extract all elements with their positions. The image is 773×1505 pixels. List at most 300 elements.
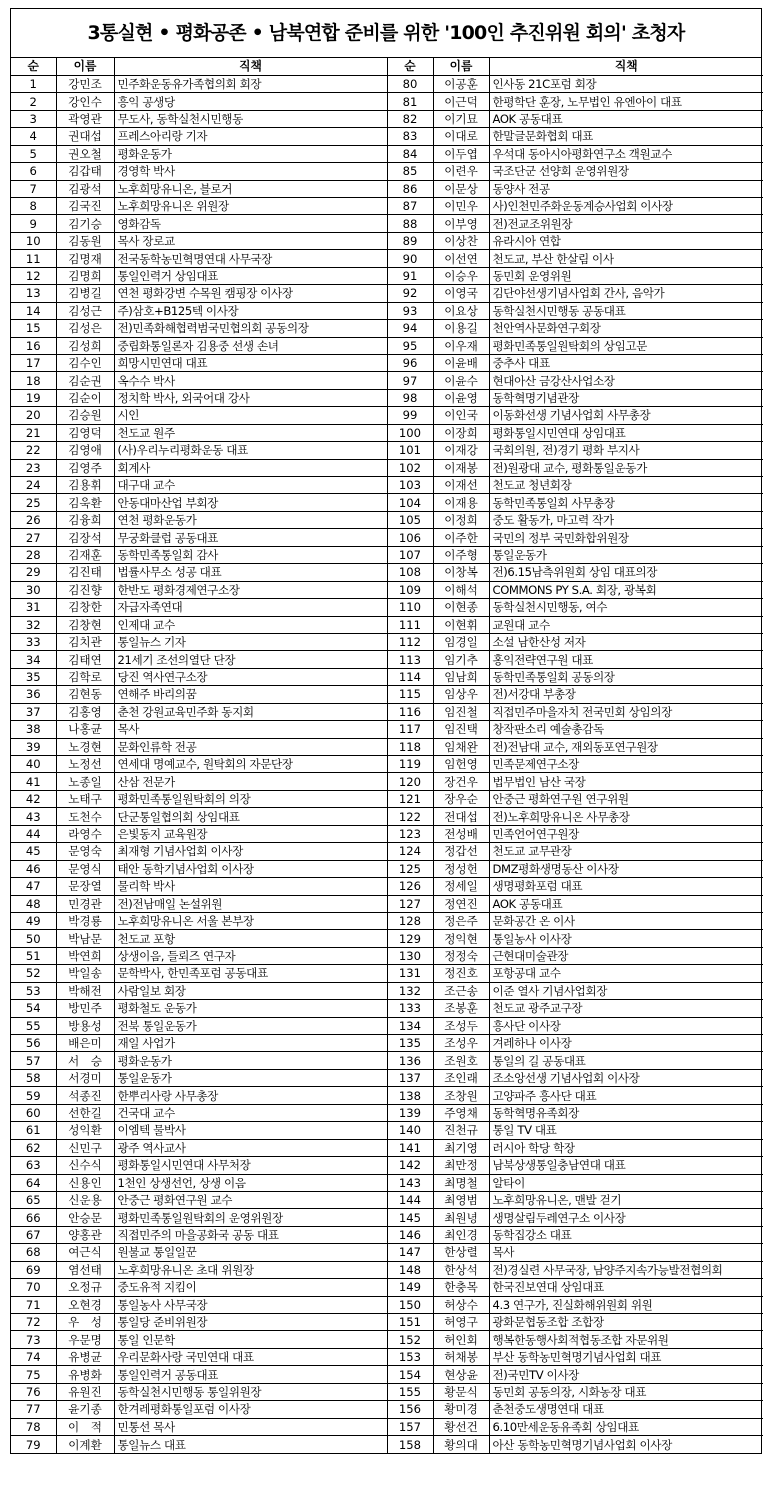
invitee-position: 옥수수 박사 (114, 372, 387, 389)
invitee-position: 천도교 광주교구장 (489, 1000, 763, 1017)
invitee-number: 154 (387, 1366, 433, 1383)
invitee-position: 알타이 (489, 1174, 763, 1191)
invitee-number: 16 (11, 337, 56, 354)
invitee-position: 법률사무소 성공 대표 (114, 564, 387, 581)
invitee-position: 창작판소리 예술총감독 (489, 721, 763, 738)
invitee-name: 여근식 (56, 1244, 114, 1261)
invitee-number: 92 (387, 285, 433, 302)
table-row (11, 912, 763, 929)
invitee-position: 상생이음, 들뢰즈 연구자 (114, 947, 387, 964)
invitee-name: 신운용 (56, 1191, 114, 1208)
invitee-number: 37 (11, 703, 56, 720)
invitee-name: 김명희 (56, 267, 114, 284)
invitee-number: 121 (387, 790, 433, 807)
invitee-name: 노종일 (56, 773, 114, 790)
invitee-number: 148 (387, 1261, 433, 1278)
header-name-right: 이름 (433, 58, 489, 75)
invitee-position: 6.10만세운동유족회 상임대표 (489, 1418, 763, 1435)
invitee-number: 56 (11, 1035, 56, 1052)
invitee-name: 정은주 (433, 912, 489, 929)
invitee-number: 29 (11, 564, 56, 581)
invitee-table (11, 58, 763, 1453)
header-name-left: 이름 (56, 58, 114, 75)
table-row (11, 1087, 763, 1104)
invitee-position: 전)경실련 사무국장, 남양주지속가능발전협의회 (489, 1261, 763, 1278)
invitee-name: 김병길 (56, 285, 114, 302)
invitee-position: 동학혁명유족회장 (489, 1104, 763, 1121)
invitee-number: 50 (11, 930, 56, 947)
invitee-number: 149 (387, 1279, 433, 1296)
invitee-position: 천안역사문화연구회장 (489, 320, 763, 337)
invitee-position: 동민회 운영위원 (489, 267, 763, 284)
invitee-position: 직접민주마을자치 전국민회 상임의장 (489, 703, 763, 720)
invitee-name: 허인회 (433, 1331, 489, 1348)
invitee-position: 회계사 (114, 459, 387, 476)
table-row (11, 424, 763, 441)
invitee-position: 무궁화클럽 공동대표 (114, 529, 387, 546)
invitee-name: 김창한 (56, 599, 114, 616)
table-row (11, 668, 763, 685)
invitee-name: 최만정 (433, 1157, 489, 1174)
invitee-number: 94 (387, 320, 433, 337)
invitee-name: 임경일 (433, 633, 489, 650)
invitee-name: 김수인 (56, 354, 114, 371)
invitee-position: (사)우리누리평화운동 대표 (114, 442, 387, 459)
invitee-number: 62 (11, 1139, 56, 1156)
invitee-number: 87 (387, 198, 433, 215)
invitee-position: 건국대 교수 (114, 1104, 387, 1121)
invitee-name: 유병균 (56, 1348, 114, 1365)
table-row (11, 1436, 763, 1453)
invitee-number: 8 (11, 198, 56, 215)
table-row (11, 372, 763, 389)
invitee-position: 당진 역사연구소장 (114, 668, 387, 685)
invitee-name: 이주형 (433, 546, 489, 563)
invitee-name: 김영주 (56, 459, 114, 476)
invitee-number: 66 (11, 1209, 56, 1226)
invitee-number: 114 (387, 668, 433, 685)
invitee-position: 천도교 교무관장 (489, 843, 763, 860)
invitee-number: 124 (387, 843, 433, 860)
invitee-number: 111 (387, 616, 433, 633)
table-row (11, 965, 763, 982)
invitee-position: 통일농사 이사장 (489, 930, 763, 947)
table-row (11, 1069, 763, 1086)
invitee-name: 김영애 (56, 442, 114, 459)
invitee-number: 82 (387, 110, 433, 127)
invitee-position: 통일인력거 공동대표 (114, 1366, 387, 1383)
invitee-name: 김창현 (56, 616, 114, 633)
invitee-position: 흥사단 이사장 (489, 1017, 763, 1034)
invitee-position: 전국동학농민혁명연대 사무국장 (114, 250, 387, 267)
invitee-position: 안동대마산업 부회장 (114, 494, 387, 511)
invitee-number: 45 (11, 843, 56, 860)
invitee-name: 서경미 (56, 1069, 114, 1086)
invitee-name: 정갑선 (433, 843, 489, 860)
invitee-number: 69 (11, 1261, 56, 1278)
invitee-name: 한상렬 (433, 1244, 489, 1261)
invitee-number: 46 (11, 860, 56, 877)
table-row (11, 215, 763, 232)
table-row (11, 285, 763, 302)
invitee-number: 43 (11, 808, 56, 825)
invitee-number: 20 (11, 407, 56, 424)
invitee-name: 최인경 (433, 1226, 489, 1243)
invitee-name: 김용휘 (56, 477, 114, 494)
invitee-position: 연세대 명예교수, 원탁회의 자문단장 (114, 756, 387, 773)
invitee-position: 태안 동학기념사업회 이사장 (114, 860, 387, 877)
table-row (11, 616, 763, 633)
invitee-name: 김성희 (56, 337, 114, 354)
invitee-position: 근현대미술관장 (489, 947, 763, 964)
table-row (11, 1139, 763, 1156)
invitee-name: 노태구 (56, 790, 114, 807)
invitee-name: 민경관 (56, 895, 114, 912)
invitee-name: 조근송 (433, 982, 489, 999)
invitee-name: 이우재 (433, 337, 489, 354)
invitee-number: 107 (387, 546, 433, 563)
invitee-rows (11, 75, 763, 1453)
invitee-number: 61 (11, 1122, 56, 1139)
invitee-position: 고양파주 흥사단 대표 (489, 1087, 763, 1104)
invitee-name: 성익환 (56, 1122, 114, 1139)
invitee-position: 아산 동학농민혁명기념사업회 이사장 (489, 1436, 763, 1453)
invitee-position: 김단야선생기념사업회 간사, 음악가 (489, 285, 763, 302)
invitee-name: 김국진 (56, 198, 114, 215)
invitee-name: 현상윤 (433, 1366, 489, 1383)
invitee-position: 법무법인 남산 국장 (489, 773, 763, 790)
invitee-name: 문영식 (56, 860, 114, 877)
invitee-number: 103 (387, 477, 433, 494)
invitee-name: 이근덕 (433, 93, 489, 110)
table-row (11, 1314, 763, 1331)
table-row (11, 982, 763, 999)
table-row (11, 110, 763, 127)
table-row (11, 302, 763, 319)
header-number-left: 순 (11, 58, 56, 75)
invitee-number: 13 (11, 285, 56, 302)
invitee-name: 이창복 (433, 564, 489, 581)
invitee-position: 동양사 전공 (489, 180, 763, 197)
invitee-position: 동학집강소 대표 (489, 1226, 763, 1243)
invitee-position: 광주 역사교사 (114, 1139, 387, 1156)
invitee-position: 한말글문화협회 대표 (489, 128, 763, 145)
invitee-number: 105 (387, 511, 433, 528)
table-row (11, 1035, 763, 1052)
invitee-name: 주영채 (433, 1104, 489, 1121)
invitee-name: 배은미 (56, 1035, 114, 1052)
invitee-position: 러시아 학당 학장 (489, 1139, 763, 1156)
invitee-name: 선한길 (56, 1104, 114, 1121)
invitee-number: 73 (11, 1331, 56, 1348)
invitee-position: 통일당 준비위원장 (114, 1314, 387, 1331)
invitee-name: 박해전 (56, 982, 114, 999)
invitee-name: 최명철 (433, 1174, 489, 1191)
invitee-number: 78 (11, 1418, 56, 1435)
invitee-position: 정치학 박사, 외국어대 강사 (114, 389, 387, 406)
table-row (11, 564, 763, 581)
invitee-position: 우석대 동아시아평화연구소 객원교수 (489, 145, 763, 162)
table-row (11, 93, 763, 110)
invitee-position: 최재형 기념사업회 이사장 (114, 843, 387, 860)
invitee-number: 116 (387, 703, 433, 720)
invitee-position: 단군통일협의회 상임대표 (114, 808, 387, 825)
invitee-name: 이기묘 (433, 110, 489, 127)
invitee-position: 전)노후희망유니온 사무총장 (489, 808, 763, 825)
invitee-number: 76 (11, 1383, 56, 1400)
invitee-position: 전)국민TV 이사장 (489, 1366, 763, 1383)
invitee-position: 평화통일시민연대 상임대표 (489, 424, 763, 441)
table-row (11, 529, 763, 546)
invitee-number: 153 (387, 1348, 433, 1365)
invitee-position: 생명평화포럼 대표 (489, 878, 763, 895)
table-row (11, 1383, 763, 1400)
invitee-number: 145 (387, 1209, 433, 1226)
invitee-name: 황미경 (433, 1401, 489, 1418)
invitee-name: 안승문 (56, 1209, 114, 1226)
invitee-position: 소설 남한산성 저자 (489, 633, 763, 650)
invitee-number: 34 (11, 651, 56, 668)
invitee-number: 68 (11, 1244, 56, 1261)
invitee-name: 조인래 (433, 1069, 489, 1086)
invitee-position: 동학민족통일회 감사 (114, 546, 387, 563)
invitee-number: 33 (11, 633, 56, 650)
invitee-name: 황선건 (433, 1418, 489, 1435)
invitee-position: 산삼 전문가 (114, 773, 387, 790)
header-number-right: 순 (387, 58, 433, 75)
invitee-position: 사람일보 회장 (114, 982, 387, 999)
invitee-name: 박연희 (56, 947, 114, 964)
invitee-name: 허상수 (433, 1296, 489, 1313)
table-row (11, 1052, 763, 1069)
invitee-position: 평화운동가 (114, 1052, 387, 1069)
invitee-name: 김욱환 (56, 494, 114, 511)
invitee-name: 방민주 (56, 1000, 114, 1017)
table-row (11, 581, 763, 598)
invitee-position: 중립화통일론자 김용중 선생 손녀 (114, 337, 387, 354)
invitee-number: 11 (11, 250, 56, 267)
invitee-number: 117 (387, 721, 433, 738)
invitee-position: 동민회 공동의장, 시화농장 대표 (489, 1383, 763, 1400)
invitee-number: 151 (387, 1314, 433, 1331)
table-row (11, 442, 763, 459)
invitee-number: 156 (387, 1401, 433, 1418)
invitee-name: 석종진 (56, 1087, 114, 1104)
invitee-number: 65 (11, 1191, 56, 1208)
invitee-position: 노후희망유니온, 블로거 (114, 180, 387, 197)
invitee-name: 정익현 (433, 930, 489, 947)
invitee-position: 희망시민연대 대표 (114, 354, 387, 371)
invitee-number: 40 (11, 756, 56, 773)
table-row (11, 1174, 763, 1191)
invitee-name: 김순이 (56, 389, 114, 406)
invitee-name: 조성우 (433, 1035, 489, 1052)
table-row (11, 686, 763, 703)
invitee-name: 이공훈 (433, 75, 489, 92)
invitee-name: 임채완 (433, 738, 489, 755)
invitee-number: 9 (11, 215, 56, 232)
invitee-number: 23 (11, 459, 56, 476)
invitee-name: 김광석 (56, 180, 114, 197)
invitee-name: 이현휘 (433, 616, 489, 633)
invitee-position: 생명살림두레연구소 이사장 (489, 1209, 763, 1226)
invitee-name: 정진호 (433, 965, 489, 982)
invitee-position: 전)민족화해협력범국민협의회 공동의장 (114, 320, 387, 337)
invitee-number: 93 (387, 302, 433, 319)
invitee-number: 24 (11, 477, 56, 494)
invitee-number: 36 (11, 686, 56, 703)
invitee-position: 한평학단 훈장, 노무법인 유엔아이 대표 (489, 93, 763, 110)
invitee-position: 대구대 교수 (114, 477, 387, 494)
invitee-number: 47 (11, 878, 56, 895)
invitee-number: 79 (11, 1436, 56, 1453)
invitee-name: 임기추 (433, 651, 489, 668)
invitee-name: 김태연 (56, 651, 114, 668)
invitee-position: 직접민주의 마을공화국 공동 대표 (114, 1226, 387, 1243)
invitee-name: 문영숙 (56, 843, 114, 860)
invitee-name: 곽영관 (56, 110, 114, 127)
invitee-name: 정정숙 (433, 947, 489, 964)
invitee-number: 38 (11, 721, 56, 738)
invitee-name: 문장열 (56, 878, 114, 895)
invitee-name: 이 적 (56, 1418, 114, 1435)
invitee-number: 52 (11, 965, 56, 982)
table-row (11, 546, 763, 563)
invitee-position: 평화민족통일원탁회의 상임고문 (489, 337, 763, 354)
invitee-position: 우리문화사랑 국민연대 대표 (114, 1348, 387, 1365)
table-row (11, 790, 763, 807)
invitee-number: 131 (387, 965, 433, 982)
invitee-number: 81 (387, 93, 433, 110)
invitee-position: 통일의 길 공동대표 (489, 1052, 763, 1069)
invitee-position: AOK 공동대표 (489, 110, 763, 127)
invitee-name: 도천수 (56, 808, 114, 825)
invitee-name: 이정희 (433, 511, 489, 528)
invitee-number: 5 (11, 145, 56, 162)
invitee-name: 우문명 (56, 1331, 114, 1348)
table-row (11, 756, 763, 773)
table-row (11, 267, 763, 284)
invitee-position: 포항공대 교수 (489, 965, 763, 982)
table-row (11, 459, 763, 476)
invitee-position: AOK 공동대표 (489, 895, 763, 912)
invitee-number: 74 (11, 1348, 56, 1365)
table-row (11, 198, 763, 215)
table-row (11, 320, 763, 337)
invitee-position: 국회의원, 전)경기 평화 부지사 (489, 442, 763, 459)
invitee-number: 141 (387, 1139, 433, 1156)
table-row (11, 1226, 763, 1243)
invitee-name: 황의대 (433, 1436, 489, 1453)
invitee-number: 112 (387, 633, 433, 650)
invitee-name: 김진향 (56, 581, 114, 598)
invitee-position: 전북 통일운동가 (114, 1017, 387, 1034)
invitee-name: 최기영 (433, 1139, 489, 1156)
table-row (11, 633, 763, 650)
invitee-number: 39 (11, 738, 56, 755)
invitee-name: 진천규 (433, 1122, 489, 1139)
invitee-name: 김명재 (56, 250, 114, 267)
invitee-position: 중도유적 지킴이 (114, 1279, 387, 1296)
invitee-name: 김학로 (56, 668, 114, 685)
invitee-number: 44 (11, 825, 56, 842)
invitee-position: 민족언어연구원장 (489, 825, 763, 842)
invitee-name: 유병화 (56, 1366, 114, 1383)
invitee-name: 한상석 (433, 1261, 489, 1278)
invitee-position: 통일운동가 (114, 1069, 387, 1086)
invitee-position: DMZ평화생명동산 이사장 (489, 860, 763, 877)
table-row (11, 1191, 763, 1208)
table-row (11, 477, 763, 494)
invitee-name: 김기승 (56, 215, 114, 232)
invitee-number: 53 (11, 982, 56, 999)
invitee-name: 이재봉 (433, 459, 489, 476)
invitee-number: 119 (387, 756, 433, 773)
invitee-position: 1천인 상생선언, 상생 이음 (114, 1174, 387, 1191)
invitee-name: 조봉훈 (433, 1000, 489, 1017)
invitee-name: 이인국 (433, 407, 489, 424)
table-row (11, 808, 763, 825)
invitee-number: 132 (387, 982, 433, 999)
invitee-name: 이요상 (433, 302, 489, 319)
invitee-position: 인사동 21C포럼 회장 (489, 75, 763, 92)
invitee-position: 통일 인문학 (114, 1331, 387, 1348)
invitee-name: 윤기종 (56, 1401, 114, 1418)
invitee-position: 전)6.15남측위원회 상임 대표의장 (489, 564, 763, 581)
invitee-position: 인제대 교수 (114, 616, 387, 633)
invitee-name: 오현경 (56, 1296, 114, 1313)
invitee-number: 41 (11, 773, 56, 790)
invitee-name: 권오철 (56, 145, 114, 162)
invitee-position: 조소앙선생 기념사업회 이사장 (489, 1069, 763, 1086)
invitee-name: 오정규 (56, 1279, 114, 1296)
table-row (11, 947, 763, 964)
table-row (11, 1261, 763, 1278)
invitee-position: 전)전남매일 논설위원 (114, 895, 387, 912)
invitee-number: 49 (11, 912, 56, 929)
invitee-position: 통일 TV 대표 (489, 1122, 763, 1139)
invitee-number: 115 (387, 686, 433, 703)
invitee-name: 이영국 (433, 285, 489, 302)
invitee-position: 노후희망유니온 초대 위원장 (114, 1261, 387, 1278)
table-row (11, 825, 763, 842)
invitee-position: 교원대 교수 (489, 616, 763, 633)
invitee-name: 김갑태 (56, 163, 114, 180)
invitee-position: 중도 활동가, 마고력 작가 (489, 511, 763, 528)
table-row (11, 738, 763, 755)
invitee-name: 김성근 (56, 302, 114, 319)
invitee-number: 127 (387, 895, 433, 912)
table-row (11, 180, 763, 197)
invitee-position: 사)인천민주화운동계승사업회 이사장 (489, 198, 763, 215)
invitee-position: 21세기 조선의열단 단장 (114, 651, 387, 668)
invitee-number: 12 (11, 267, 56, 284)
table-row (11, 773, 763, 790)
invitee-number: 22 (11, 442, 56, 459)
invitee-position: 원불교 통일일꾼 (114, 1244, 387, 1261)
invitee-name: 나홍균 (56, 721, 114, 738)
invitee-number: 108 (387, 564, 433, 581)
invitee-number: 109 (387, 581, 433, 598)
invitee-name: 김재훈 (56, 546, 114, 563)
invitee-position: 통일뉴스 대표 (114, 1436, 387, 1453)
invitee-name: 김융희 (56, 511, 114, 528)
invitee-name: 김현동 (56, 686, 114, 703)
invitee-position: 4.3 연구가, 진실화해위원회 위원 (489, 1296, 763, 1313)
invitee-name: 장우순 (433, 790, 489, 807)
invitee-position: 현대아산 금강산사업소장 (489, 372, 763, 389)
invitee-position: 천도교 청년회장 (489, 477, 763, 494)
